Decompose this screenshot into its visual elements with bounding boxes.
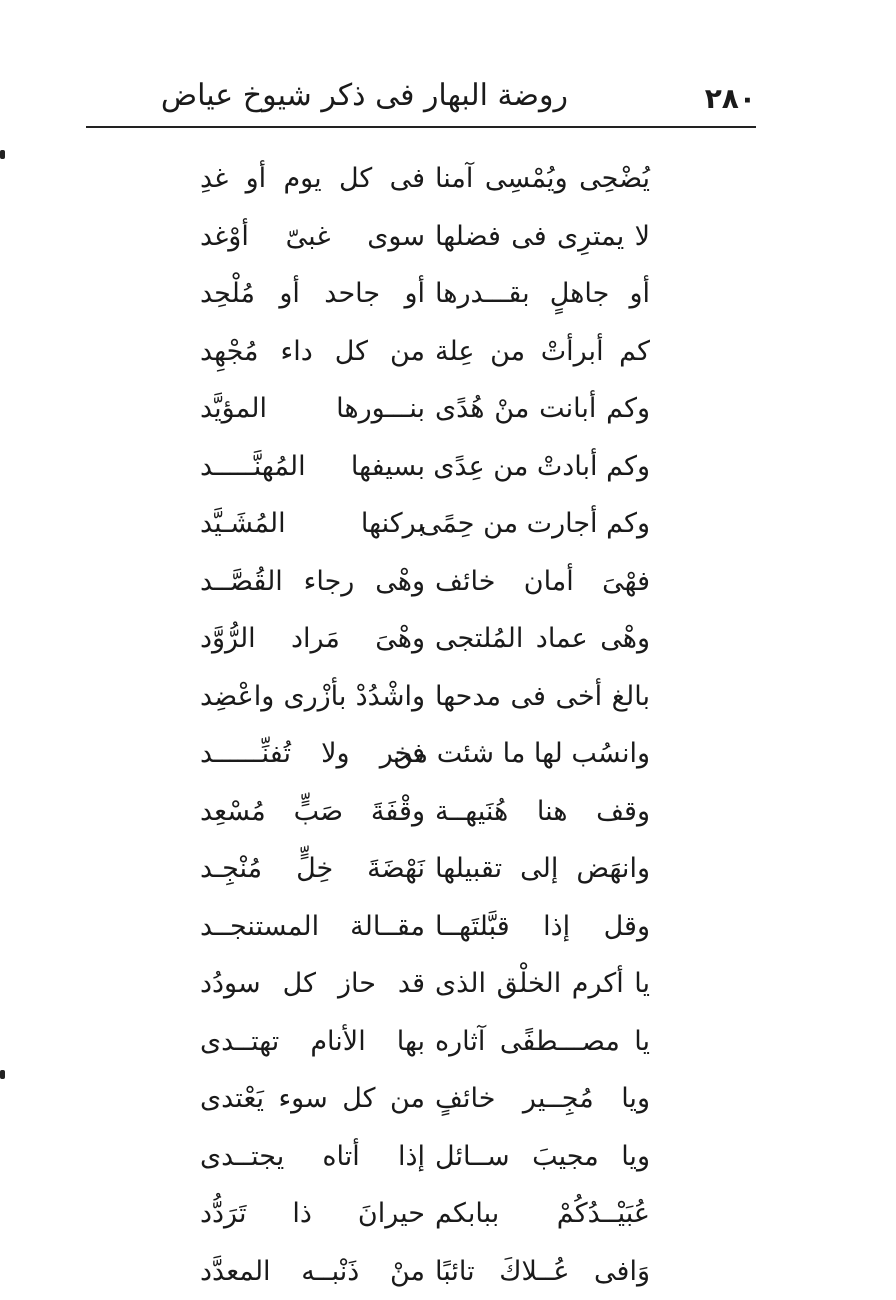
first-hemistich: عُبَيْــدُكُمْ ببابكم	[435, 1195, 650, 1233]
verse-line	[200, 438, 660, 496]
first-hemistich: يا مصـــطفًى آثاره	[435, 1023, 650, 1061]
verse-line	[200, 610, 660, 668]
header-rule	[86, 126, 756, 128]
page-number: ٢٨٠	[705, 82, 756, 115]
second-hemistich: بنـــورها المؤيَّد	[200, 390, 425, 428]
first-hemistich: بالغ أخى فى مدحها	[435, 678, 650, 716]
verse-line	[200, 840, 660, 898]
verse-line	[200, 898, 660, 956]
first-hemistich: وانهَض إلى تقبيلها	[435, 850, 650, 888]
verse-line	[200, 380, 660, 438]
first-hemistich: ويا مُجِــير خائفٍ	[435, 1080, 650, 1118]
second-hemistich: حيرانَ ذا تَرَدُّد	[200, 1195, 425, 1233]
verse-line	[200, 955, 660, 1013]
first-hemistich: كم أبرأتْ من عِلة	[435, 333, 650, 371]
running-title: روضة البهار فى ذكر شيوخ عياض	[161, 78, 568, 113]
second-hemistich: بها الأنام تهتــدى	[200, 1023, 425, 1061]
verse-line	[200, 150, 660, 208]
second-hemistich: قد حاز كل سودُد	[200, 965, 425, 1003]
first-hemistich: وكم أبانت منْ هُدًى	[435, 390, 650, 428]
verse-line	[200, 1185, 660, 1243]
first-hemistich: وكم أجارت من حِمًى	[435, 505, 650, 543]
verse-line	[200, 725, 660, 783]
verse-line	[200, 1243, 660, 1300]
poem	[200, 150, 660, 1300]
first-hemistich: وقل إذا قبَّلتَهــا	[435, 908, 650, 946]
first-hemistich: وَافى عُــلاكَ تائبًا	[435, 1253, 650, 1291]
margin-mark	[0, 150, 5, 159]
first-hemistich: يُضْحِى ويُمْسِى آمنا	[435, 160, 650, 198]
verse-line	[200, 668, 660, 726]
first-hemistich: فهْىَ أمان خائف	[435, 563, 650, 601]
first-hemistich: وكم أبادتْ من عِدًى	[435, 448, 650, 486]
second-hemistich: فخر ولا تُفنِّــــــد	[200, 735, 425, 773]
first-hemistich: وقف هنا هُنَيهــة	[435, 793, 650, 831]
verse-line	[200, 495, 660, 553]
second-hemistich: من كل سوء يَعْتدى	[200, 1080, 425, 1118]
page-header	[86, 78, 756, 124]
second-hemistich: بركنها المُشَـيَّد	[200, 505, 425, 543]
second-hemistich: أو جاحد أو مُلْحِد	[200, 275, 425, 313]
second-hemistich: إذا أتاه يجتــدى	[200, 1138, 425, 1176]
verse-line	[200, 208, 660, 266]
second-hemistich: وهْىَ مَراد الرُّوَّد	[200, 620, 425, 658]
verse-line	[200, 1013, 660, 1071]
second-hemistich: سوى غبىّ أوْغد	[200, 218, 425, 256]
verse-line	[200, 1128, 660, 1186]
verse-line	[200, 783, 660, 841]
second-hemistich: من كل داء مُجْهِد	[200, 333, 425, 371]
second-hemistich: واشْدُدْ بأزْرى واعْضِد	[200, 678, 425, 716]
first-hemistich: لا يمترِى فى فضلها	[435, 218, 650, 256]
verse-line	[200, 553, 660, 611]
verse-line	[200, 265, 660, 323]
second-hemistich: منْ ذَنْبــه المعدَّد	[200, 1253, 425, 1291]
second-hemistich: وقْفَةَ صَبٍّ مُسْعِد	[200, 793, 425, 831]
second-hemistich: فى كل يوم أو غدِ	[200, 160, 425, 198]
first-hemistich: ويا مجيبَ ســائل	[435, 1138, 650, 1176]
verse-line	[200, 1070, 660, 1128]
first-hemistich: أو جاهلٍ بقـــدرها	[435, 275, 650, 313]
first-hemistich: وهْى عماد المُلتجى	[435, 620, 650, 658]
verse-line	[200, 323, 660, 381]
first-hemistich: يا أكرم الخلْق الذى	[435, 965, 650, 1003]
second-hemistich: بسيفها المُهنَّـــــد	[200, 448, 425, 486]
second-hemistich: مقــالة المستنجــد	[200, 908, 425, 946]
second-hemistich: وهْى رجاء القُصَّــد	[200, 563, 425, 601]
margin-mark	[0, 1070, 5, 1079]
first-hemistich: وانسُب لها ما شئت من	[435, 735, 650, 773]
second-hemistich: نَهْضَةَ خِلٍّ مُنْجِـد	[200, 850, 425, 888]
